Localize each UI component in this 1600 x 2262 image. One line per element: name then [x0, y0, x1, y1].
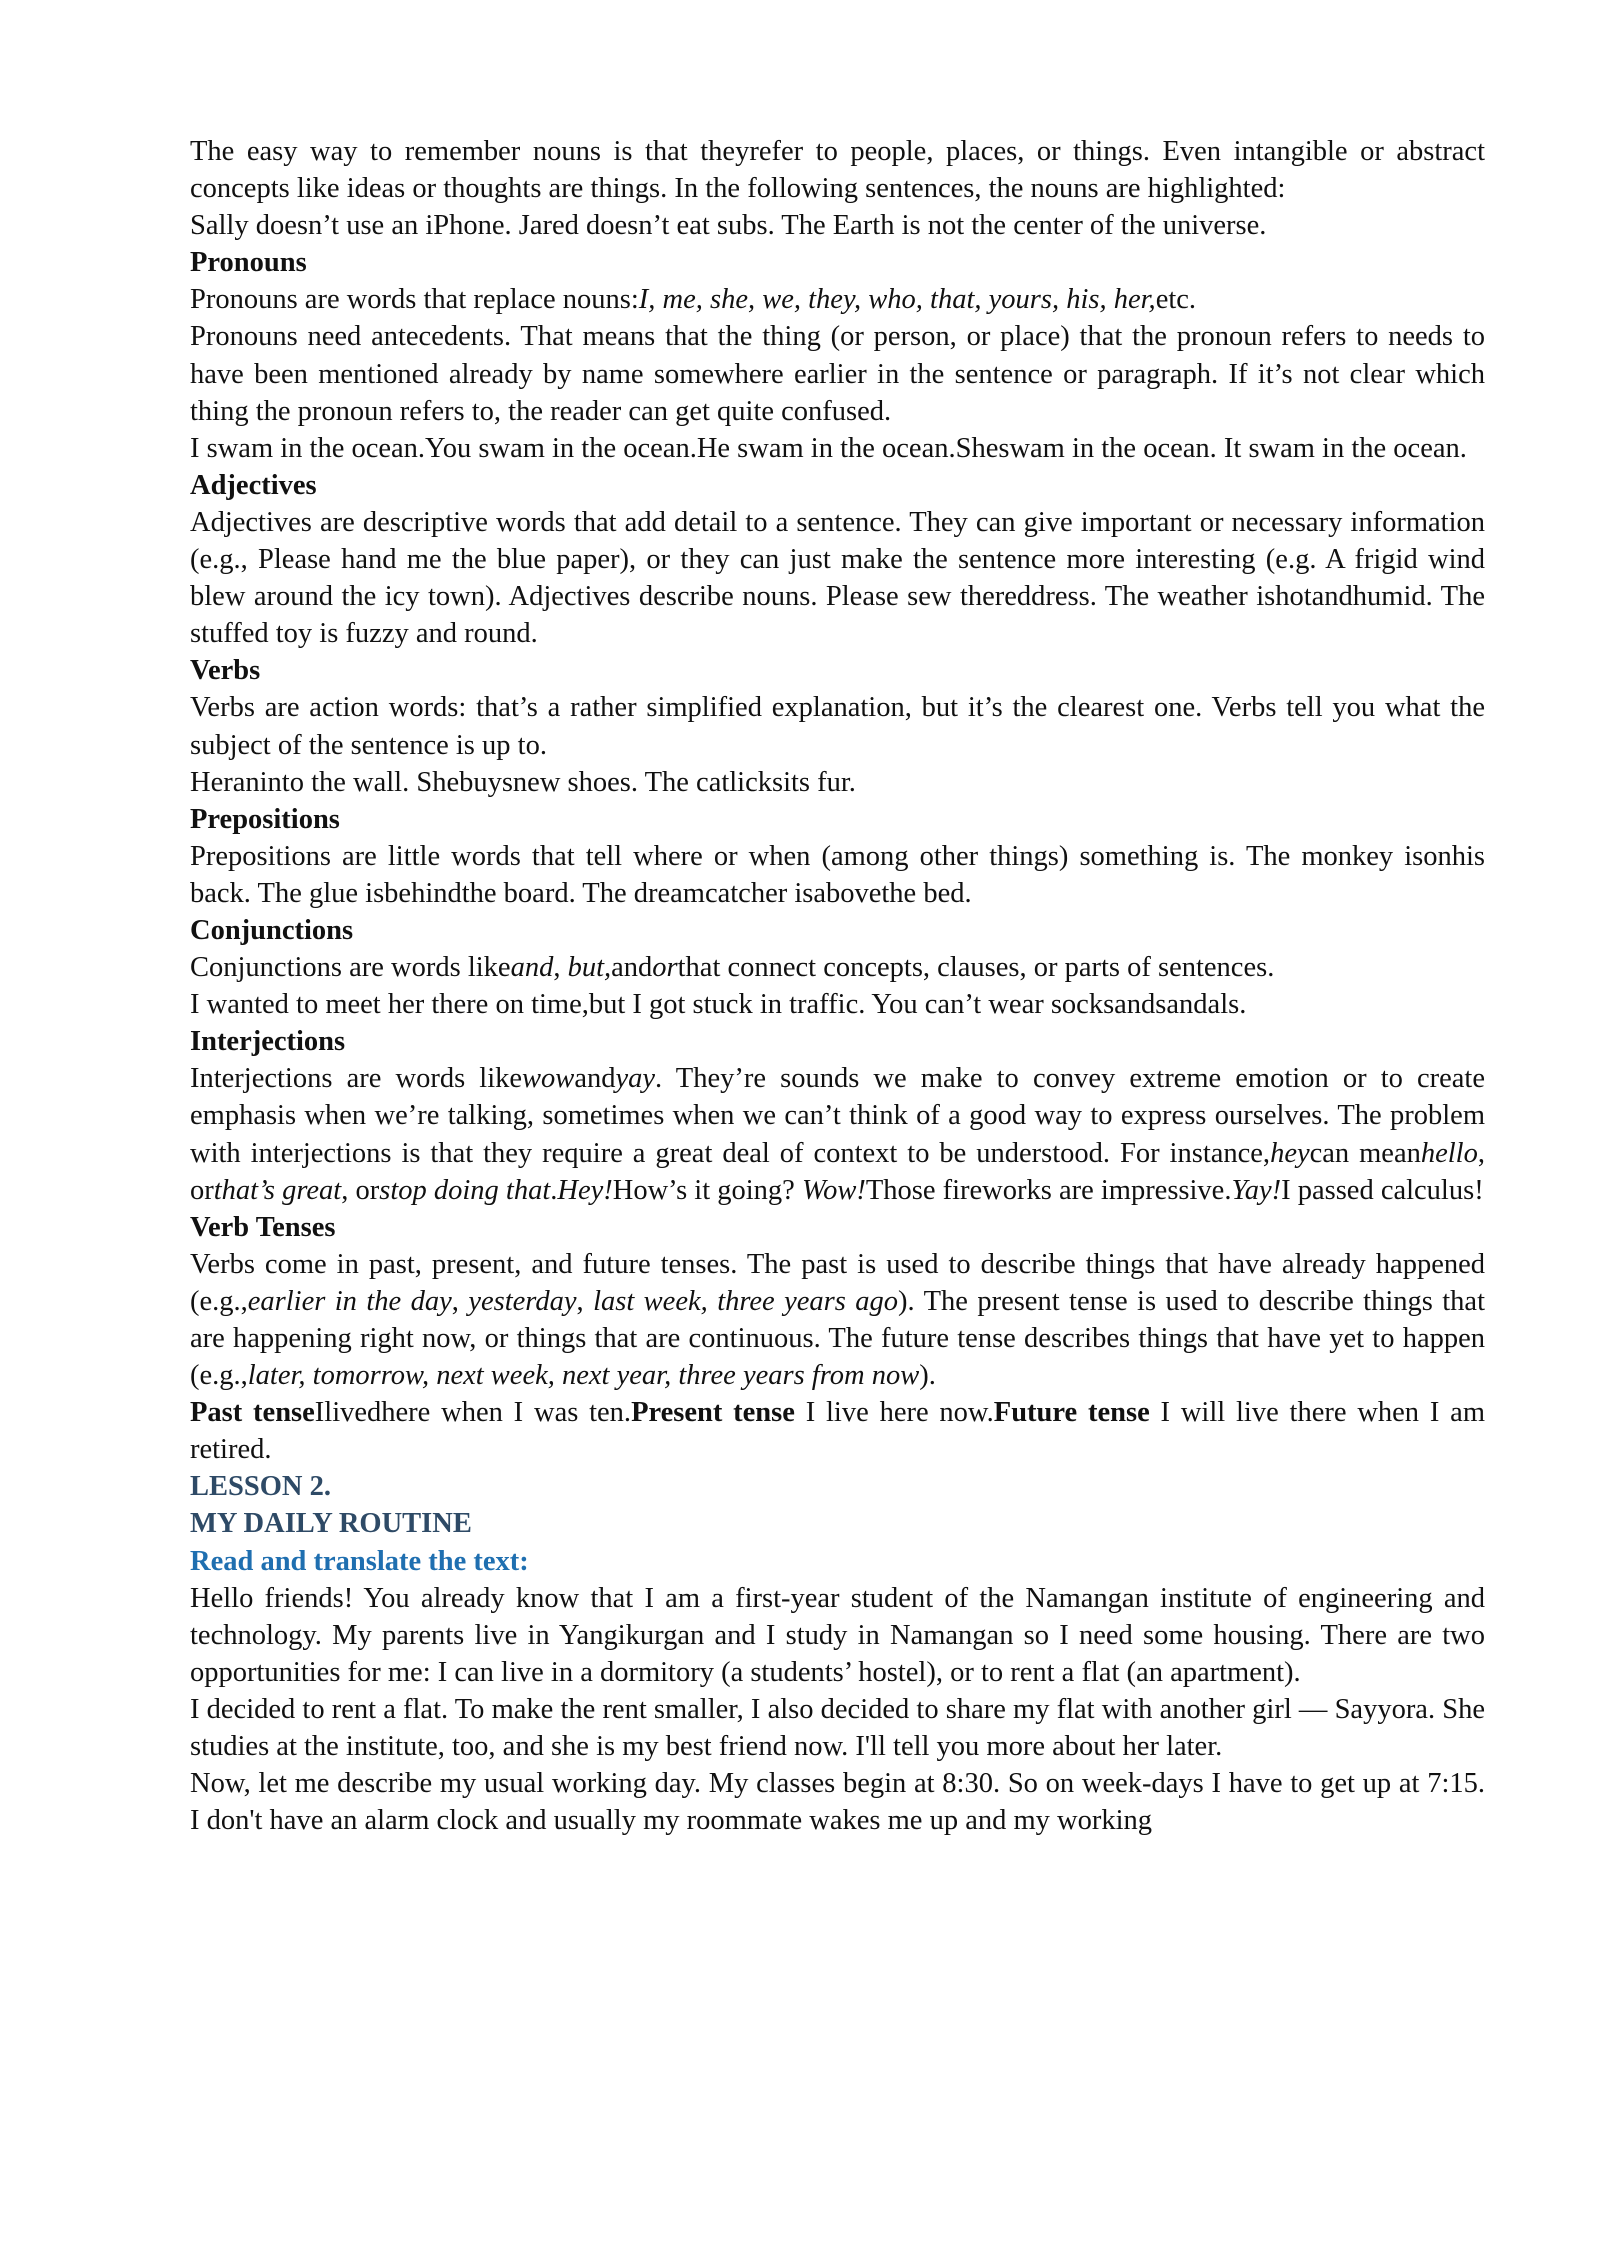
interj-wow: wow — [522, 1063, 575, 1095]
interj-g: can mean — [1309, 1137, 1421, 1169]
reading-paragraph-2: I decided to rent a flat. To make the rent smaller, I also decided to share my flat with another girl — Sayyora. She studies at the institute, too, and she is my best friend now. I'll tell you more about her later. — [190, 1693, 1485, 1763]
verb-tenses-heading: Verb Tenses — [190, 1211, 336, 1243]
pronouns-p1-list: I, me, she, we, they, who, that, yours, his, her, — [638, 284, 1156, 316]
interjections-heading: Interjections — [190, 1026, 346, 1058]
future-tense-label: Future tense — [993, 1397, 1150, 1429]
interjections-paragraph — [190, 1060, 1485, 1208]
conj-but: but, — [567, 952, 612, 984]
document-page — [190, 133, 1485, 1839]
tenses-d: yesterday — [468, 1285, 577, 1317]
interj-k: , or — [341, 1174, 380, 1206]
past-tense-text: Ilivedhere when I was ten. — [314, 1397, 632, 1429]
lesson-number: LESSON 2. — [190, 1471, 331, 1503]
interj-hello: hello — [1420, 1137, 1478, 1169]
tenses-f: last week, three years ago — [593, 1285, 899, 1317]
past-tense-label: Past tense — [190, 1397, 315, 1429]
interj-c: and — [574, 1063, 616, 1095]
verbs-heading: Verbs — [190, 655, 261, 687]
conjunctions-examples: I wanted to meet her there on time,but I got stuck in traffic. You can’t wear socksandsandals. — [190, 989, 1247, 1021]
interj-m: . — [550, 1174, 558, 1206]
tenses-i: ). — [919, 1360, 936, 1392]
tenses-a: Verbs come in past, present, and future tenses. The past is used to describe things that have already happened (e.g., — [190, 1248, 1485, 1317]
conj-or: or — [652, 952, 678, 984]
pronouns-p1-suffix: etc. — [1155, 284, 1197, 316]
interj-a: Interjections are words like — [190, 1063, 523, 1095]
conj-text-e: and — [611, 952, 653, 984]
conj-text-g: that connect concepts, clauses, or parts of sentences. — [677, 952, 1275, 984]
reading-paragraph-3: Now, let me describe my usual working day. My classes begin at 8:30. So on week-days I have to get up at 7:15. I don't have an alarm clock and usually my roommate wakes me up and my working — [190, 1768, 1485, 1837]
nouns-paragraph-1: The easy way to remember nouns is that theyrefer to people, places, or things. Even intangible or abstract concepts like ideas or thoughts are things. In the following sentences, the nouns are highlighted: — [190, 136, 1485, 205]
adjectives-heading: Adjectives — [190, 469, 317, 501]
pronouns-paragraph-2: Pronouns need antecedents. That means that the thing (or person, or place) that the pronoun refers to needs to have been mentioned already by name somewhere earlier in the sentence or paragraph. If it’s not clear which thing the pronoun refers to, the reader can get quite confused. — [190, 321, 1485, 427]
conj-text-a: Conjunctions are words like — [190, 952, 511, 984]
interj-s: I passed calculus! — [1281, 1174, 1484, 1206]
interj-hey-excl: Hey! — [557, 1174, 613, 1206]
interj-yay-excl: Yay! — [1231, 1174, 1282, 1206]
reading-paragraph-1: Hello friends! You already know that I am a first-year student of the Namangan institute of engineering and technology. My parents live in Yangikurgan and I study in Namangan so I need some housing. There are two opportunities for me: I can live in a dormitory (a students’ hostel), or to rent a flat (an apartment). — [190, 1582, 1485, 1688]
interj-o: How’s it going? — [612, 1174, 795, 1206]
conj-text-c: , — [553, 952, 568, 984]
tenses-c: , — [451, 1285, 469, 1317]
interj-hey: hey — [1270, 1137, 1310, 1169]
pronouns-examples: I swam in the ocean.You swam in the ocean.He swam in the ocean.Sheswam in the ocean. It swam in the ocean. — [190, 432, 1467, 464]
adjectives-paragraph: Adjectives are descriptive words that add detail to a sentence. They can give important or necessary information (e.g., Please hand me the blue paper), or they can just make the sentence more interesting (e.g. A frigid wind blew around the icy town). Adjectives describe nouns. Please sew thereddress. The weather ishotandhumid. The stuffed toy is fuzzy and round. — [190, 506, 1485, 650]
pronouns-heading: Pronouns — [190, 247, 307, 279]
future-tense-text: I will live there when I am retired. — [190, 1397, 1485, 1466]
present-tense-text: I live here now. — [794, 1397, 994, 1429]
interj-thats-great: that’s great — [213, 1174, 342, 1206]
tenses-e: , — [576, 1285, 594, 1317]
tenses-h: later, tomorrow, next week, next year, three years from now — [247, 1360, 920, 1392]
interj-wow-excl: Wow! — [801, 1174, 866, 1206]
pronouns-paragraph-1 — [190, 281, 1485, 318]
interj-i: , or — [190, 1137, 1485, 1206]
verbs-examples: Heraninto the wall. Shebuysnew shoes. The catlicksits fur. — [190, 766, 856, 798]
interj-stop-doing-that: stop doing that — [379, 1174, 551, 1206]
tenses-g: ). The present tense is used to describe things that are happening right now, or things that are continuous. The future tense describes things that have yet to happen (e.g., — [190, 1285, 1485, 1392]
conjunctions-paragraph — [190, 949, 1485, 986]
interj-yay: yay — [615, 1063, 656, 1095]
nouns-examples: Sally doesn’t use an iPhone. Jared doesn’t eat subs. The Earth is not the center of the universe. — [190, 210, 1267, 242]
present-tense-label: Present tense — [631, 1397, 795, 1429]
prepositions-paragraph: Prepositions are little words that tell where or when (among other things) something is. The monkey isonhis back. The glue isbehindthe board. The dreamcatcher isabovethe bed. — [190, 840, 1485, 909]
verbs-paragraph: Verbs are action words: that’s a rather simplified explanation, but it’s the clearest one. Verbs tell you what the subject of the sentence is up to. — [190, 692, 1485, 761]
verb-tenses-paragraph — [190, 1246, 1485, 1394]
interj-q: Those fireworks are impressive. — [865, 1174, 1232, 1206]
conj-and: and — [510, 952, 554, 984]
pronouns-p1-prefix: Pronouns are words that replace nouns: — [190, 284, 639, 316]
conjunctions-heading: Conjunctions — [190, 914, 354, 946]
interj-e: . They’re sounds we make to convey extreme emotion or to create emphasis when we’re talking, sometimes when we can’t think of a good way to express ourselves. The problem with interjections is that they require a great deal of context to be understood. For instance, — [190, 1063, 1486, 1169]
lesson-title: MY DAILY ROUTINE — [190, 1508, 472, 1540]
verb-tenses-examples — [190, 1394, 1485, 1468]
task-instruction: Read and translate the text: — [190, 1545, 529, 1577]
prepositions-heading: Prepositions — [190, 803, 340, 835]
tenses-b: earlier in the day — [247, 1285, 452, 1317]
